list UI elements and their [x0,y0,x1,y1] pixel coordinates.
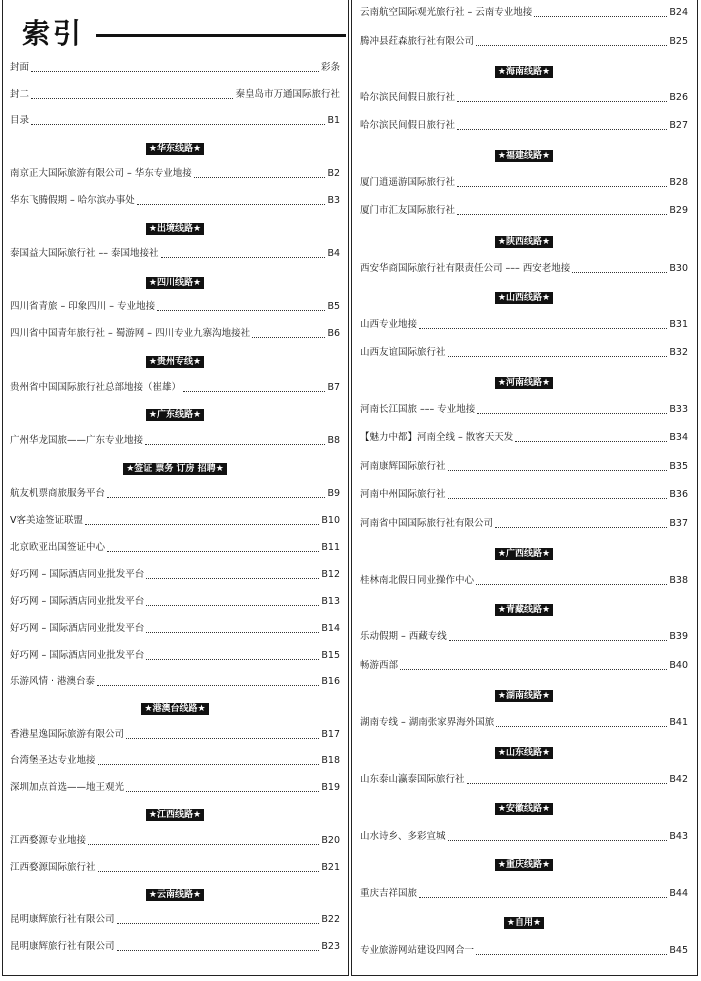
entry-page-number: 彩条 [320,62,340,73]
entry-title: 腾冲县荭森旅行社有限公司 [360,36,475,47]
dot-leader [400,669,667,670]
index-title-block [22,14,332,54]
section-header-label: ★山西线路★ [495,292,553,304]
entry-title: 西安华商国际旅行社有限责任公司 ––– 西安老地接 [360,263,571,274]
dot-leader [194,177,326,178]
entry-page-number: B29 [669,205,688,216]
entry-title: 云南航空国际观光旅行社 – 云南专业地接 [360,7,533,18]
entry-title: 四川省中国青年旅行社 – 蜀游网 – 四川专业九寨沟地接社 [10,328,251,339]
index-entry[interactable] [360,317,688,331]
index-entry[interactable] [10,648,340,662]
entry-page-number: B20 [321,835,340,846]
entry-title: 好巧网 – 国际酒店同业批发平台 [10,623,145,634]
section-header [360,291,688,305]
index-entry[interactable] [360,573,688,587]
entry-title: 江西婺源国际旅行社 [10,862,96,873]
dot-leader [117,923,320,924]
entry-page-number: 秦皇岛市万通国际旅行社 [235,89,340,100]
entry-title: 乐动假期 – 西藏专线 [360,631,447,642]
section-header-label: ★华东线路★ [146,143,204,155]
entry-page-number: B4 [327,248,340,259]
dot-leader [476,45,667,46]
entry-title: 重庆吉祥国旅 [360,888,418,899]
dot-leader [448,840,668,841]
dot-leader [449,640,668,641]
entry-title: 山水诗乡、多彩宣城 [360,831,446,842]
index-entry[interactable] [360,175,688,189]
index-entry[interactable] [10,246,340,260]
entry-page-number: B45 [669,945,688,956]
section-header-label: ★四川线路★ [146,277,204,289]
section-header-label: ★河南线路★ [495,377,553,389]
index-entry[interactable] [10,299,340,313]
dot-leader [419,897,667,898]
dot-leader [419,328,667,329]
dot-leader [457,214,667,215]
entry-page-number: B22 [321,914,340,925]
entry-title: 山西友谊国际旅行社 [360,347,446,358]
dot-leader [457,129,667,130]
page-title: 索引 [22,17,85,50]
index-entry[interactable] [10,912,340,926]
entry-title: 河南中州国际旅行社 [360,489,446,500]
entry-page-number: B28 [669,177,688,188]
section-header [360,603,688,617]
entry-page-number: B35 [669,461,688,472]
dot-leader [183,391,325,392]
index-entry[interactable] [360,658,688,672]
index-entry[interactable] [360,943,688,957]
entry-page-number: B25 [669,36,688,47]
entry-title: 北京欧亚出国签证中心 [10,542,106,553]
dot-leader [31,71,319,72]
index-entry[interactable] [360,90,688,104]
dot-leader [146,578,319,579]
index-entry[interactable] [360,345,688,359]
dot-leader [467,783,668,784]
dot-leader [107,551,319,552]
entry-title: 台湾堡圣达专业地接 [10,755,96,766]
index-entry[interactable] [10,621,340,635]
index-entry[interactable] [360,203,688,217]
section-header [360,802,688,816]
section-header [10,222,340,236]
entry-title: V客美途签证联盟 [10,515,83,526]
section-header-label: ★出境线路★ [146,223,204,235]
entry-title: 航友机票商旅服务平台 [10,488,106,499]
entry-page-number: B21 [321,862,340,873]
index-entry[interactable] [360,487,688,501]
dot-leader [126,791,319,792]
dot-leader [161,257,326,258]
entry-page-number: B14 [321,623,340,634]
entry-title: 贵州省中国国际旅行社总部地接（崔雄） [10,382,182,393]
entry-title: 江西婺源专业地接 [10,835,87,846]
entry-title: 乐游风情 · 港澳台泰 [10,676,96,687]
dot-leader [31,124,325,125]
dot-leader [457,101,667,102]
index-entry[interactable] [360,430,688,444]
section-header [360,235,688,249]
dot-leader [495,527,667,528]
index-entry[interactable] [360,118,688,132]
index-entry[interactable] [360,402,688,416]
index-entry[interactable] [360,261,688,275]
entry-page-number: B13 [321,596,340,607]
entry-title: 河南长江国旅 ––– 专业地接 [360,404,476,415]
entry-page-number: B3 [327,195,340,206]
section-header [360,689,688,703]
index-entry[interactable] [10,567,340,581]
entry-title: 广州华龙国旅——广东专业地接 [10,435,144,446]
section-header [10,355,340,369]
index-entry[interactable] [10,326,340,340]
section-header-label: ★广东线路★ [146,409,204,421]
section-header-label: ★广西线路★ [495,548,553,560]
entry-title: 封二 [10,89,30,100]
section-header [360,547,688,561]
index-entry[interactable] [10,380,340,394]
entry-title: 好巧网 – 国际酒店同业批发平台 [10,569,145,580]
section-header [360,746,688,760]
section-header-label: ★山东线路★ [495,747,553,759]
section-header-label: ★签证 票务 订房 招聘★ [123,463,227,475]
entry-page-number: B34 [669,432,688,443]
index-entry[interactable] [360,516,688,530]
dot-leader [88,844,319,845]
index-entry[interactable] [10,860,340,874]
dot-leader [31,98,233,99]
entry-page-number: B32 [669,347,688,358]
dot-leader [146,659,319,660]
section-header-label: ★重庆线路★ [495,859,553,871]
section-header-label: ★安徽线路★ [495,803,553,815]
entry-page-number: B31 [669,319,688,330]
index-entry[interactable] [10,433,340,447]
section-header [360,858,688,872]
dot-leader [534,16,667,17]
entry-page-number: B18 [321,755,340,766]
index-entry[interactable] [10,594,340,608]
entry-page-number: B40 [669,660,688,671]
section-header [360,65,688,79]
section-header [360,149,688,163]
index-entry[interactable] [360,5,688,19]
entry-page-number: B33 [669,404,688,415]
entry-page-number: B6 [327,328,340,339]
dot-leader [157,310,325,311]
section-header [10,276,340,290]
section-header [10,142,340,156]
section-header [10,888,340,902]
entry-page-number: B10 [321,515,340,526]
dot-leader [448,498,668,499]
index-entry[interactable] [10,833,340,847]
index-entry[interactable] [10,113,340,127]
entry-title: 厦门市汇友国际旅行社 [360,205,456,216]
entry-page-number: B24 [669,7,688,18]
title-rule [96,34,346,37]
entry-page-number: B41 [669,717,688,728]
entry-title: 四川省青旅 – 印象四川 – 专业地接 [10,301,156,312]
section-header-label: ★云南线路★ [146,889,204,901]
entry-title: 封面 [10,62,30,73]
section-header [10,808,340,822]
entry-title: 好巧网 – 国际酒店同业批发平台 [10,596,145,607]
entry-page-number: B8 [327,435,340,446]
dot-leader [145,444,325,445]
entry-page-number: B38 [669,575,688,586]
dot-leader [85,524,319,525]
entry-title: 深圳加点首选——地王观光 [10,782,125,793]
dot-leader [476,954,667,955]
section-header [10,462,340,476]
section-header-label: ★海南线路★ [495,66,553,78]
dot-leader [98,871,320,872]
entry-page-number: B9 [327,488,340,499]
entry-page-number: B26 [669,92,688,103]
index-entry[interactable] [360,34,688,48]
entry-title: 南京正大国际旅游有限公司 – 华东专业地接 [10,168,192,179]
entry-title: 河南省中国国际旅行社有限公司 [360,518,494,529]
index-entry[interactable] [360,772,688,786]
dot-leader [496,726,667,727]
dot-leader [117,950,320,951]
dot-leader [98,764,320,765]
entry-title: 畅游西部 [360,660,399,671]
entry-page-number: B11 [321,542,340,553]
section-header [360,916,688,930]
entry-title: 桂林南北假日同业操作中心 [360,575,475,586]
index-entry[interactable] [10,513,340,527]
entry-page-number: B23 [321,941,340,952]
entry-page-number: B17 [321,729,340,740]
index-entry[interactable] [10,60,340,74]
section-header [10,408,340,422]
index-entry[interactable] [10,166,340,180]
section-header-label: ★湖南线路★ [495,690,553,702]
entry-page-number: B19 [321,782,340,793]
entry-page-number: B16 [321,676,340,687]
section-header-label: ★青藏线路★ [495,604,553,616]
entry-title: 好巧网 – 国际酒店同业批发平台 [10,650,145,661]
entry-title: 昆明康辉旅行社有限公司 [10,941,115,952]
dot-leader [126,738,319,739]
entry-page-number: B37 [669,518,688,529]
index-entry[interactable] [10,486,340,500]
entry-title: 昆明康辉旅行社有限公司 [10,914,115,925]
entry-title: 目录 [10,115,30,126]
index-entry[interactable] [10,753,340,767]
section-header-label: ★福建线路★ [495,150,553,162]
index-entry[interactable] [10,727,340,741]
index-entry[interactable] [10,674,340,688]
dot-leader [146,605,319,606]
entry-title: 【魅力中都】河南全线 – 散客天天发 [360,432,514,443]
index-entry[interactable] [10,87,340,101]
dot-leader [137,204,326,205]
dot-leader [457,186,667,187]
dot-leader [448,356,668,357]
entry-title: 山东泰山瀛泰国际旅行社 [360,774,465,785]
entry-title: 湖南专线 – 湖南张家界海外国旅 [360,717,495,728]
index-entry[interactable] [360,629,688,643]
entry-title: 泰国益大国际旅行社 –– 泰国地接社 [10,248,159,259]
entry-page-number: B5 [327,301,340,312]
dot-leader [252,337,325,338]
entry-page-number: B39 [669,631,688,642]
entry-page-number: B15 [321,650,340,661]
index-entry[interactable] [10,193,340,207]
entry-page-number: B1 [327,115,340,126]
dot-leader [448,470,668,471]
entry-title: 山西专业地接 [360,319,418,330]
entry-title: 哈尔滨民间假日旅行社 [360,92,456,103]
section-header-label: ★江西线路★ [146,809,204,821]
entry-page-number: B7 [327,382,340,393]
entry-title: 华东飞腾假期 – 哈尔滨办事处 [10,195,135,206]
entry-title: 河南康辉国际旅行社 [360,461,446,472]
entry-page-number: B27 [669,120,688,131]
section-header [360,376,688,390]
index-entry[interactable] [10,780,340,794]
index-entry[interactable] [10,540,340,554]
entry-page-number: B42 [669,774,688,785]
dot-leader [572,272,667,273]
index-entry[interactable] [360,829,688,843]
entry-title: 哈尔滨民间假日旅行社 [360,120,456,131]
entry-page-number: B30 [669,263,688,274]
index-entry[interactable] [360,715,688,729]
section-header-label: ★港澳台线路★ [141,703,208,715]
entry-page-number: B44 [669,888,688,899]
entry-page-number: B12 [321,569,340,580]
dot-leader [146,632,319,633]
dot-leader [515,441,667,442]
index-entry[interactable] [10,939,340,953]
index-entry[interactable] [360,886,688,900]
entry-page-number: B2 [327,168,340,179]
entry-title: 香港星逸国际旅游有限公司 [10,729,125,740]
dot-leader [476,584,667,585]
dot-leader [107,497,325,498]
section-header-label: ★自用★ [504,917,544,929]
dot-leader [97,685,319,686]
entry-title: 专业旅游网站建设四网合一 [360,945,475,956]
dot-leader [477,413,667,414]
entry-page-number: B43 [669,831,688,842]
section-header [10,702,340,716]
entry-page-number: B36 [669,489,688,500]
section-header-label: ★贵州专线★ [146,356,204,368]
entry-title: 厦门逍遥游国际旅行社 [360,177,456,188]
section-header-label: ★陕西线路★ [495,236,553,248]
index-entry[interactable] [360,459,688,473]
